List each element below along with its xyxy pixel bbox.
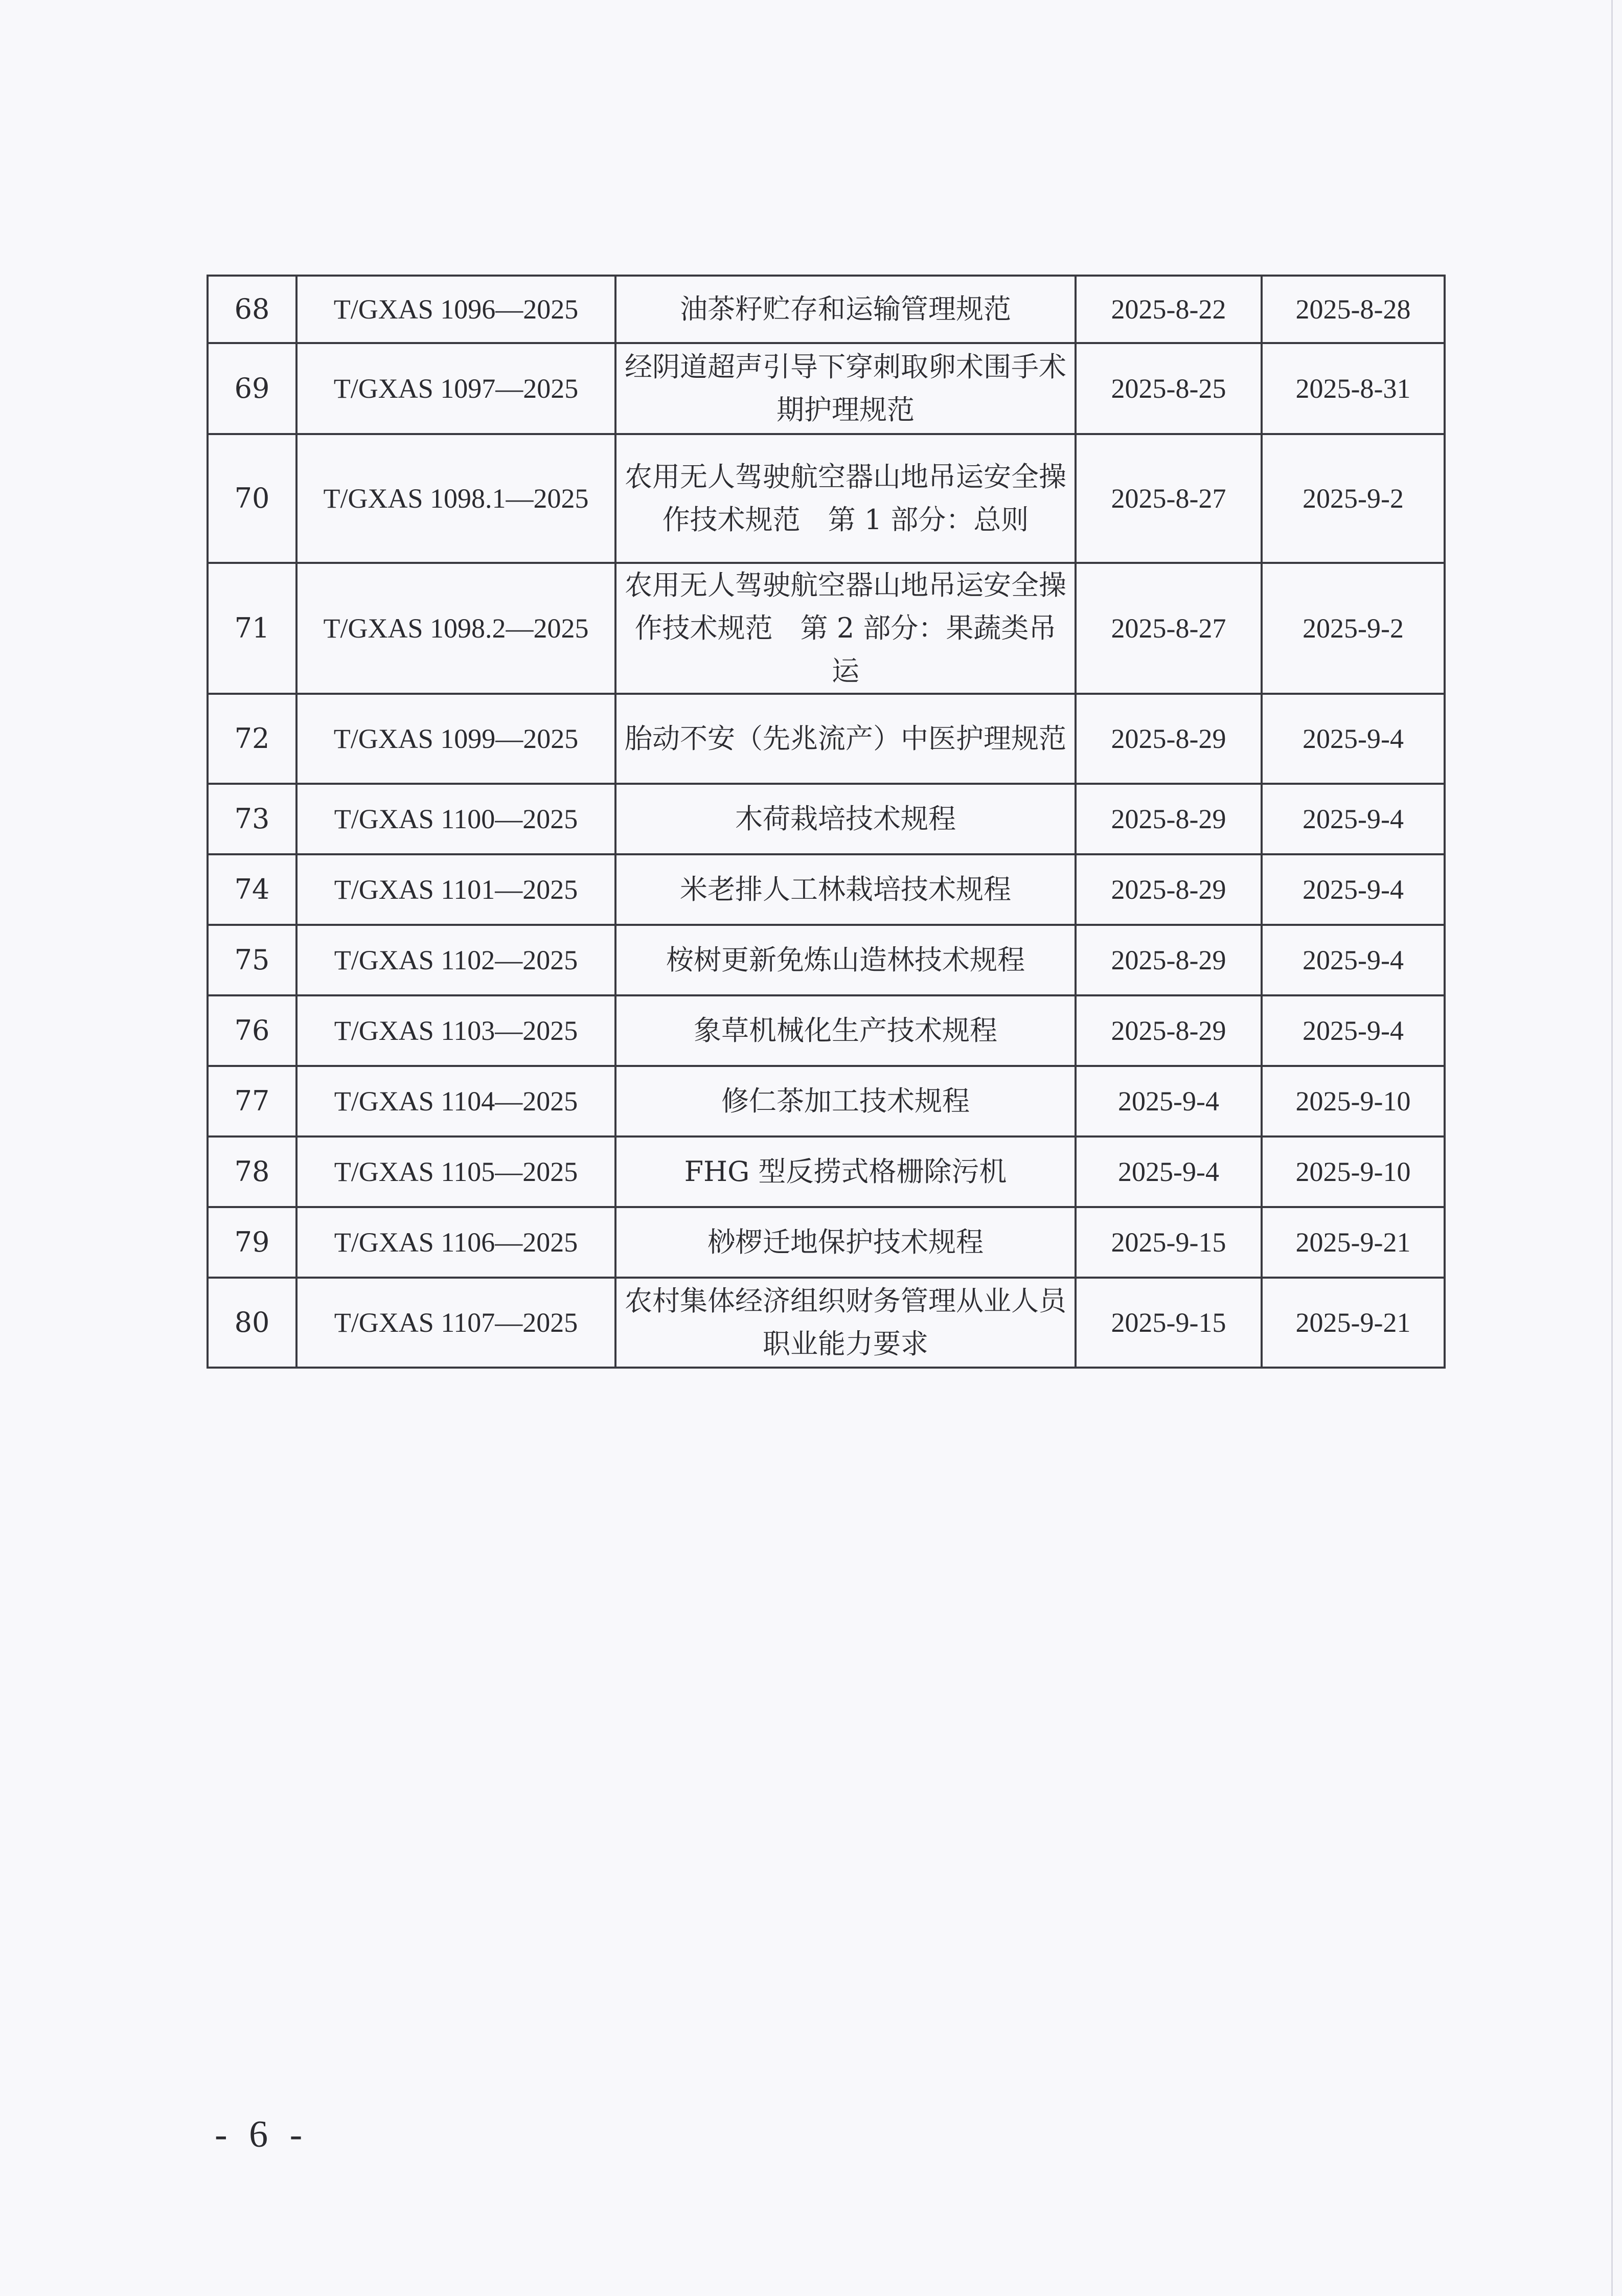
publish-date: 2025-9-15 <box>1076 1207 1262 1278</box>
row-number: 70 <box>208 434 296 563</box>
row-number: 69 <box>208 343 296 434</box>
row-number: 78 <box>208 1136 296 1207</box>
standard-name: 象草机械化生产技术规程 <box>615 995 1076 1066</box>
effective-date: 2025-9-4 <box>1262 995 1445 1066</box>
publish-date: 2025-9-4 <box>1076 1136 1262 1207</box>
table-row <box>208 1278 1445 1368</box>
standard-code: T/GXAS 1098.1—2025 <box>296 434 615 563</box>
table-row <box>208 563 1445 694</box>
standard-code: T/GXAS 1106—2025 <box>296 1207 615 1278</box>
table-row <box>208 1207 1445 1278</box>
effective-date: 2025-8-31 <box>1262 343 1445 434</box>
standard-code: T/GXAS 1101—2025 <box>296 854 615 925</box>
standard-name: 农用无人驾驶航空器山地吊运安全操作技术规范 第 2 部分：果蔬类吊运 <box>615 563 1076 694</box>
row-number: 79 <box>208 1207 296 1278</box>
row-number: 80 <box>208 1278 296 1368</box>
table-row <box>208 434 1445 563</box>
publish-date: 2025-8-29 <box>1076 694 1262 784</box>
publish-date: 2025-8-29 <box>1076 854 1262 925</box>
publish-date: 2025-8-22 <box>1076 276 1262 343</box>
effective-date: 2025-9-21 <box>1262 1278 1445 1368</box>
standard-code: T/GXAS 1098.2—2025 <box>296 563 615 694</box>
publish-date: 2025-8-27 <box>1076 434 1262 563</box>
standard-code: T/GXAS 1102—2025 <box>296 925 615 995</box>
publish-date: 2025-8-27 <box>1076 563 1262 694</box>
publish-date: 2025-8-29 <box>1076 925 1262 995</box>
effective-date: 2025-9-4 <box>1262 854 1445 925</box>
table-row <box>208 343 1445 434</box>
standard-name: 胎动不安（先兆流产）中医护理规范 <box>615 694 1076 784</box>
row-number: 75 <box>208 925 296 995</box>
standard-code: T/GXAS 1097—2025 <box>296 343 615 434</box>
table-row <box>208 694 1445 784</box>
row-number: 68 <box>208 276 296 343</box>
standard-name: 木荷栽培技术规程 <box>615 784 1076 854</box>
standard-name: FHG 型反捞式格栅除污机 <box>615 1136 1076 1207</box>
standard-code: T/GXAS 1103—2025 <box>296 995 615 1066</box>
row-number: 71 <box>208 563 296 694</box>
standard-name: 桉树更新免炼山造林技术规程 <box>615 925 1076 995</box>
page-number: - 6 - <box>215 2113 309 2155</box>
effective-date: 2025-9-21 <box>1262 1207 1445 1278</box>
row-number: 76 <box>208 995 296 1066</box>
publish-date: 2025-8-29 <box>1076 995 1262 1066</box>
row-number: 73 <box>208 784 296 854</box>
effective-date: 2025-9-10 <box>1262 1136 1445 1207</box>
standard-name: 经阴道超声引导下穿刺取卵术围手术期护理规范 <box>615 343 1076 434</box>
standards-table <box>207 275 1446 1369</box>
standard-name: 桫椤迁地保护技术规程 <box>615 1207 1076 1278</box>
standard-name: 修仁茶加工技术规程 <box>615 1066 1076 1136</box>
table-row <box>208 1136 1445 1207</box>
standard-code: T/GXAS 1100—2025 <box>296 784 615 854</box>
standard-code: T/GXAS 1107—2025 <box>296 1278 615 1368</box>
row-number: 72 <box>208 694 296 784</box>
standard-name: 农用无人驾驶航空器山地吊运安全操作技术规范 第 1 部分：总则 <box>615 434 1076 563</box>
standard-code: T/GXAS 1104—2025 <box>296 1066 615 1136</box>
publish-date: 2025-8-29 <box>1076 784 1262 854</box>
table-row <box>208 854 1445 925</box>
row-number: 74 <box>208 854 296 925</box>
effective-date: 2025-9-10 <box>1262 1066 1445 1136</box>
effective-date: 2025-9-2 <box>1262 434 1445 563</box>
publish-date: 2025-9-15 <box>1076 1278 1262 1368</box>
table-row <box>208 276 1445 343</box>
standard-name: 油茶籽贮存和运输管理规范 <box>615 276 1076 343</box>
row-number: 77 <box>208 1066 296 1136</box>
effective-date: 2025-9-4 <box>1262 784 1445 854</box>
page-edge-line <box>1611 0 1613 2296</box>
table-row <box>208 995 1445 1066</box>
standard-name: 米老排人工林栽培技术规程 <box>615 854 1076 925</box>
effective-date: 2025-9-4 <box>1262 694 1445 784</box>
standard-name: 农村集体经济组织财务管理从业人员职业能力要求 <box>615 1278 1076 1368</box>
publish-date: 2025-8-25 <box>1076 343 1262 434</box>
table-row <box>208 925 1445 995</box>
effective-date: 2025-9-2 <box>1262 563 1445 694</box>
effective-date: 2025-8-28 <box>1262 276 1445 343</box>
standard-code: T/GXAS 1096—2025 <box>296 276 615 343</box>
table-row <box>208 784 1445 854</box>
publish-date: 2025-9-4 <box>1076 1066 1262 1136</box>
effective-date: 2025-9-4 <box>1262 925 1445 995</box>
table-row <box>208 1066 1445 1136</box>
standard-code: T/GXAS 1105—2025 <box>296 1136 615 1207</box>
standard-code: T/GXAS 1099—2025 <box>296 694 615 784</box>
